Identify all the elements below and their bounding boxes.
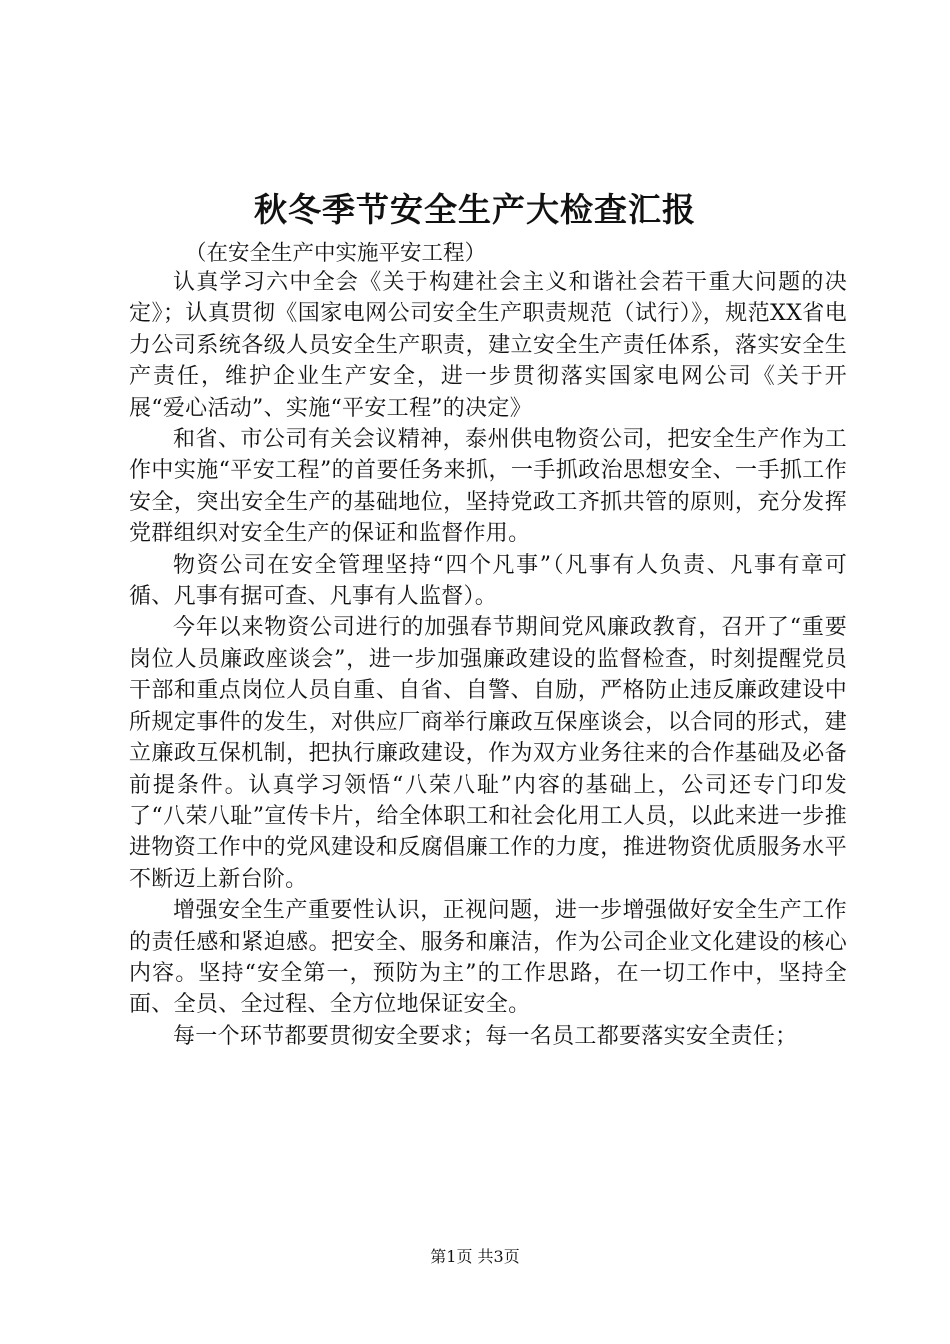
body-paragraph: 今年以来物资公司进行的加强春节期间党风廉政教育，召开了“重要岗位人员廉政座谈会”，进一步加强廉政建设的监督检查，时刻提醒党员干部和重点岗位人员自重、自省、自警、自励，严格防止违反廉政建设中所规定事件的发生，对供应厂商举行廉政互保座谈会，以合同的形式，建立廉政互保机制，把执行廉政建设，作为双方业务往来的合作基础及必备前提条件。认真学习领悟“八荣八耻”内容的基础上，公司还专门印发了“八荣八耻”宣传卡片，给全体职工和社会化用工人员，以此来进一步推进物资工作中的党风建设和反腐倡廉工作的力度，推进物资优质服务水平不断迈上新台阶。 [129,615,847,892]
body-paragraph: 每一个环节都要贯彻安全要求；每一名员工都要落实安全责任； [173,1023,798,1049]
document-title: 秋冬季节安全生产大检查汇报 [254,190,696,229]
body-paragraph: 物资公司在安全管理坚持“四个凡事”（凡事有人负责、凡事有章可循、凡事有据可查、凡事有人监督）。 [129,552,847,610]
body-paragraph: 认真学习六中全会《关于构建社会主义和谐社会若干重大问题的决定》；认真贯彻《国家电网公司安全生产职责规范（试行）》，规范XX省电力公司系统各级人员安全生产职责，建立安全生产责任体系，落实安全生产责任，维护企业生产安全，进一步贯彻落实国家电网公司《关于开展“爱心活动”、实施“平安工程”的决定》 [129,270,847,421]
document-body [129,267,847,1052]
body-paragraph: 和省、市公司有关会议精神，泰州供电物资公司，把安全生产作为工作中实施“平安工程”的首要任务来抓，一手抓政治思想安全、一手抓工作安全，突出安全生产的基础地位，坚持党政工齐抓共管的原则，充分发挥党群组织对安全生产的保证和监督作用。 [129,427,847,547]
page-number-footer: 第1页 共3页 [430,1247,520,1266]
body-paragraph: 增强安全生产重要性认识，正视问题，进一步增强做好安全生产工作的责任感和紧迫感。把安全、服务和廉洁，作为公司企业文化建设的核心内容。坚持“安全第一，预防为主”的工作思路，在一切工作中，坚持全面、全员、全过程、全方位地保证安全。 [129,898,847,1018]
document-subtitle: （在安全生产中实施平安工程） [185,241,487,266]
